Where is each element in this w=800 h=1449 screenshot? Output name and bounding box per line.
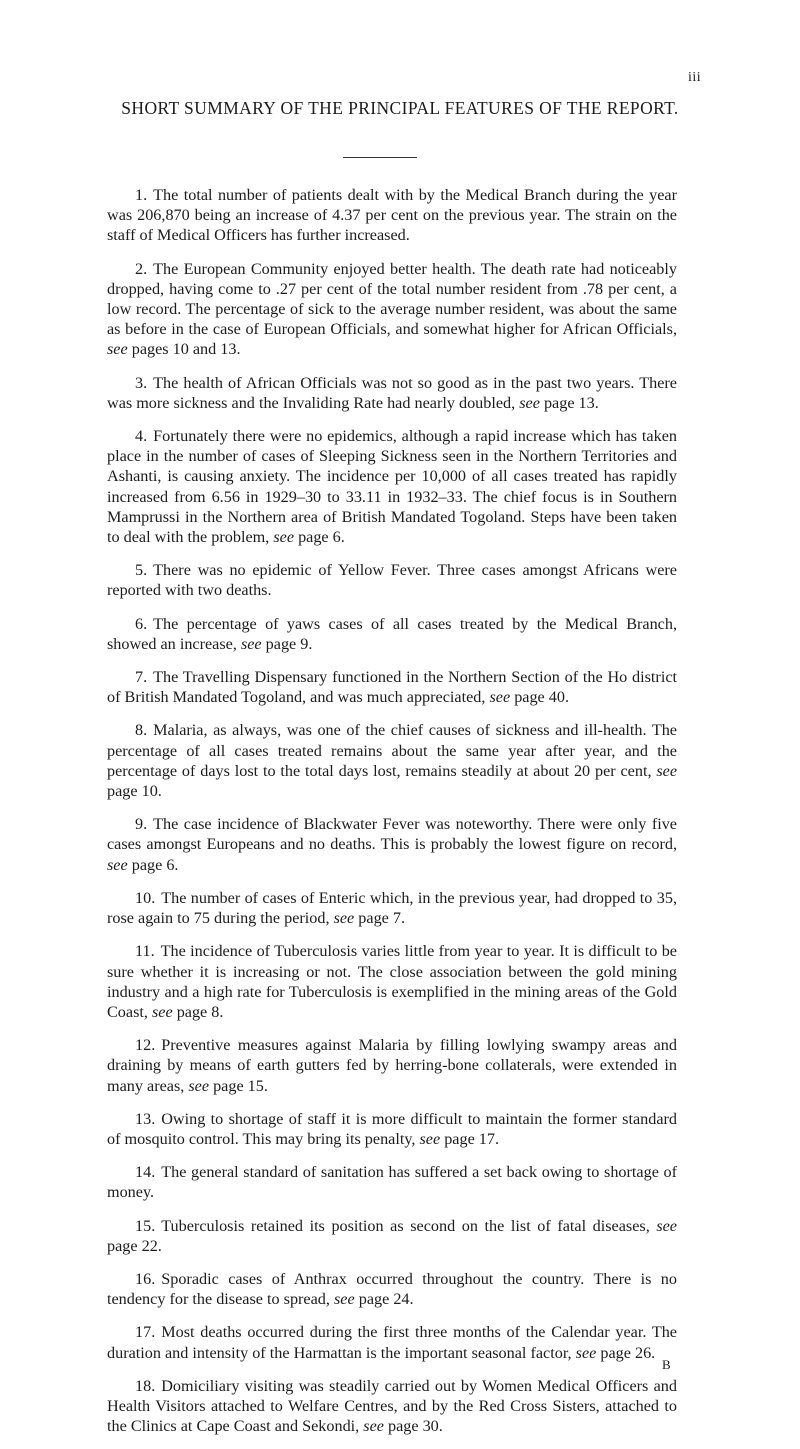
summary-item: 5. There was no epidemic of Yellow Fever. Three cases amongst Africans were reported with two deaths. [107, 561, 677, 600]
summary-item: 16. Sporadic cases of Anthrax occurred throughout the country. There is no tendency for the disease to spread, see page 24. [107, 1269, 677, 1309]
summary-item: 4. Fortunately there were no epidemics, although a rapid increase which has taken place in the number of cases of Sleeping Sickness seen in the Northern Territories and Ashanti, is causing anxiety. The incidence per 10,000 of all cases treated has rapidly increased from 6.56 in 1929–30 to 33.11 in 1932–33. The chief focus is in Southern Mamprussi in the Northern area of British Mandated Togoland. Steps have been taken to deal with the problem, see page 6. [107, 427, 677, 547]
summary-item: 17. Most deaths occurred during the first three months of the Calendar year. The duration and intensity of the Harmattan is the important seasonal factor, see page 26. [107, 1323, 677, 1362]
summary-item: 3. The health of African Officials was not so good as in the past two years. There was more sickness and the Invaliding Rate had nearly doubled, see page 13. [107, 373, 677, 412]
page-title: SHORT SUMMARY OF THE PRINCIPAL FEATURES OF THE REPORT. [121, 98, 679, 118]
summary-list [107, 185, 677, 1449]
summary-item: 15. Tuberculosis retained its position as second on the list of fatal diseases, see page 22. [107, 1216, 677, 1255]
summary-item: 10. The number of cases of Enteric which, in the previous year, had dropped to 35, rose again to 75 during the period, see page 7. [107, 888, 677, 928]
summary-item: 9. The case incidence of Blackwater Fever was noteworthy. There were only five cases amongst Europeans and no deaths. This is probably the lowest figure on record, see page 6. [107, 815, 677, 874]
heading-divider [343, 157, 417, 158]
summary-item: 7. The Travelling Dispensary functioned in the Northern Section of the Ho district of British Mandated Togoland, and was much appreciated, see page 40. [107, 668, 677, 707]
summary-item: 14. The general standard of sanitation has suffered a set back owing to shortage of money. [107, 1163, 677, 1202]
summary-item: 6. The percentage of yaws cases of all cases treated by the Medical Branch, showed an increase, see page 9. [107, 614, 677, 653]
summary-item: 8. Malaria, as always, was one of the chief causes of sickness and ill-health. The percentage of all cases treated remains about the same year after year, and the percentage of days lost to the total days lost, remains steadily at about 20 per cent, see page 10. [107, 721, 678, 801]
summary-item: 11. The incidence of Tuberculosis varies little from year to year. It is difficult to be sure whether it is increasing or not. The close association between the gold mining industry and a high rate for Tuberculosis is exemplified in the mining areas of the Gold Coast, see page 8. [107, 942, 677, 1021]
summary-item: 1. The total number of patients dealt with by the Medical Branch during the year was 206,870 being an increase of 4.37 per cent on the previous year. The strain on the staff of Medical Officers has further increased. [107, 186, 677, 245]
signature-mark: B [662, 1357, 671, 1372]
summary-item: 18. Domiciliary visiting was steadily carried out by Women Medical Officers and Health Visitors attached to Welfare Centres, and by the Red Cross Sisters, attached to the Clinics at Cape Coast and Sekondi, see page 30. [107, 1376, 677, 1436]
summary-item: 12. Preventive measures against Malaria by filling lowlying swampy areas and draining by means of earth gutters fed by herring-bone collaterals, were extended in many areas, see page 15. [107, 1036, 677, 1095]
summary-item: 2. The European Community enjoyed better health. The death rate had noticeably dropped, having come to .27 per cent of the total number resident from .78 per cent, a low record. The percentage of sick to the average number resident, was about the same as before in the case of European Officials, and somewhat higher for African Officials, see pages 10 and 13. [107, 259, 677, 359]
summary-item: 13. Owing to shortage of staff it is more difficult to maintain the former standard of mosquito control. This may bring its penalty, see page 17. [107, 1109, 677, 1148]
page-number: iii [688, 70, 702, 85]
